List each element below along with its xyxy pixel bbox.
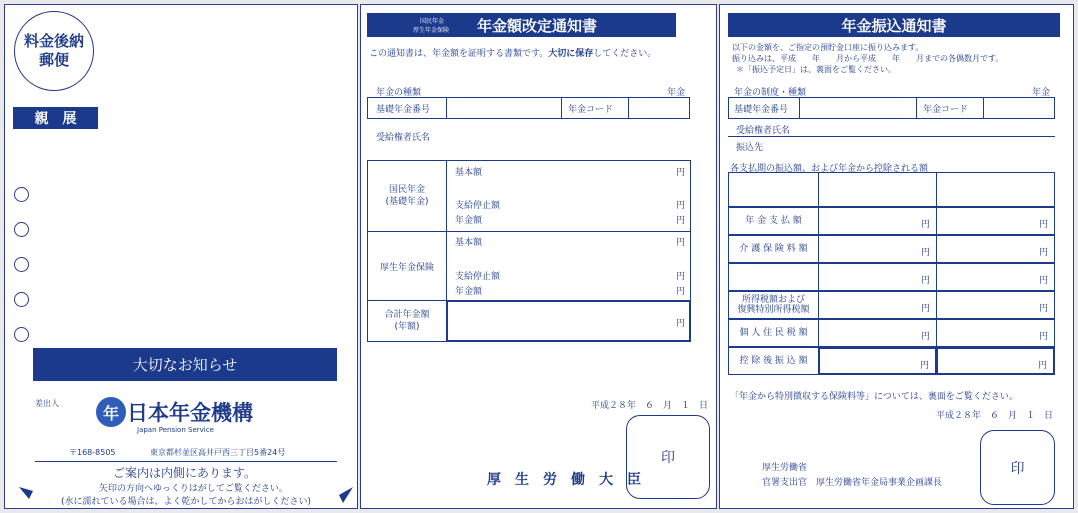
- issue-date: 平成２８年 ６ 月 １ 日: [936, 411, 1054, 421]
- postage-stamp: [14, 11, 94, 91]
- seal-box: [980, 430, 1055, 505]
- pension-type-unit: 年金: [667, 88, 686, 98]
- notice-title: 年金振込通知書: [841, 16, 947, 35]
- yen-unit: 円: [1038, 276, 1048, 286]
- total-label-cell: [367, 300, 447, 342]
- important-banner: [33, 348, 337, 381]
- row-label-cell: [728, 347, 819, 375]
- kokumin-annual-label: 年金額: [455, 216, 483, 226]
- amount-cell: [818, 291, 937, 319]
- amount-cell: [818, 235, 937, 263]
- kokumin-base-label: 基本額: [455, 168, 483, 178]
- total-label: 合計年金額 (年額): [384, 310, 430, 332]
- addressee-label: 親 展: [34, 111, 77, 127]
- row-label-cell: [728, 319, 819, 347]
- row-label-cell: [728, 263, 819, 291]
- total-amount-field: [446, 300, 691, 342]
- jps-logo-icon: 年: [96, 397, 126, 427]
- basic-number-field: [446, 97, 562, 119]
- address: 東京都杉並区高井戸西三丁目5番24号: [150, 448, 286, 457]
- yen-unit: 円: [1037, 361, 1047, 371]
- pension-code-label: 年金コード: [568, 105, 614, 115]
- postal-code: 〒168-8505: [69, 448, 116, 457]
- kokumin-label-cell: [367, 160, 447, 232]
- row-label-cell: [728, 207, 819, 235]
- transfer-to-label: 振込先: [736, 143, 764, 153]
- envelope-panel: [4, 4, 358, 509]
- system-label: 年金の制度・種類: [734, 88, 807, 98]
- amount-cell: [818, 207, 937, 235]
- title-bar: [728, 13, 1060, 37]
- inside-notice: ご案内は内側にあります。: [113, 466, 257, 480]
- peel-note-1: 矢印の方向へゆっくりはがしてご覧ください。: [99, 484, 288, 494]
- row-label-cell: [728, 291, 819, 319]
- issue-date: 平成２８年 ６ 月 １ 日: [591, 401, 709, 411]
- amount-cell: [936, 263, 1055, 291]
- pension-code-field: [628, 97, 690, 119]
- addressee-badge: [13, 107, 98, 129]
- org-name: 日本年金機構: [127, 401, 253, 425]
- binding-hole: [14, 292, 29, 307]
- row-label: 個 人 住 民 税 額: [739, 328, 808, 338]
- header-cell: [728, 172, 819, 207]
- important-label: 大切なお知らせ: [132, 356, 238, 374]
- yen-unit: 円: [919, 361, 929, 371]
- intro-line-2: 振り込みは、平成 年 月から平成 年 月までの各偶数月です。: [732, 54, 1004, 63]
- basic-number-field: [799, 97, 917, 119]
- intro-line-1: 以下の金額を、ご指定の預貯金口座に振り込みます。: [732, 43, 924, 52]
- basic-number-label-cell: [367, 97, 447, 119]
- yen-unit: 円: [676, 238, 686, 248]
- kokumin-label: 国民年金 (基礎年金): [385, 185, 429, 207]
- amount-cell: [818, 347, 937, 375]
- yen-unit: 円: [920, 276, 930, 286]
- header-cell: [936, 172, 1055, 207]
- binding-hole: [14, 257, 29, 272]
- binding-hole: [14, 222, 29, 237]
- pension-type-label: 年金の種類: [376, 88, 422, 98]
- row-label: 介 護 保 険 料 額: [739, 244, 808, 254]
- peel-arrow-icon: [17, 481, 37, 501]
- yen-unit: 円: [676, 201, 686, 211]
- minister-name: 厚 生 労 働 大 臣: [487, 472, 641, 488]
- postage-label: 料金後納 郵便: [23, 32, 84, 69]
- amount-cell: [818, 319, 937, 347]
- peel-arrow-icon: [335, 485, 355, 505]
- header-small-1: 国民年金: [420, 18, 445, 25]
- row-label: [729, 264, 818, 290]
- amount-cell: [936, 291, 1055, 319]
- header-small-2: 厚生年金保険: [413, 27, 450, 34]
- yen-unit: 円: [676, 319, 686, 329]
- system-unit: 年金: [1032, 88, 1051, 98]
- ministry-label: 厚生労働省: [762, 463, 808, 473]
- yen-unit: 円: [676, 168, 686, 178]
- section-label: 各支払期の振込額、および年金から控除される額: [730, 164, 929, 174]
- notice-title: 年金額改定通知書: [477, 17, 598, 35]
- yen-unit: 円: [1038, 332, 1048, 342]
- pension-code-label-cell: [916, 97, 984, 119]
- title-bar: [367, 13, 676, 37]
- divider: [728, 136, 1055, 137]
- intro-text: この通知書は、年金額を証明する書類です。大切に保存してください。: [369, 49, 657, 59]
- org-english: Japan Pension Service: [137, 426, 214, 434]
- basic-number-label: 基礎年金番号: [734, 105, 789, 115]
- yen-unit: 円: [1038, 248, 1048, 258]
- kosei-annual-label: 年金額: [455, 287, 483, 297]
- kokumin-stop-label: 支給停止額: [455, 201, 501, 211]
- row-label: 所得税額および 復興特別所得税額: [737, 295, 810, 315]
- peel-note-2: (水に濡れている場合は、よく乾かしてからおはがしください): [61, 497, 312, 507]
- row-label-cell: [728, 235, 819, 263]
- divider: [447, 231, 691, 232]
- kosei-label-cell: [367, 231, 447, 301]
- yen-unit: 円: [920, 248, 930, 258]
- seal-box: [626, 415, 710, 499]
- pension-code-field: [983, 97, 1055, 119]
- yen-unit: 円: [920, 304, 930, 314]
- recipient-label: 受給権者氏名: [376, 133, 431, 143]
- kosei-base-label: 基本額: [455, 238, 483, 248]
- kosei-stop-label: 支給停止額: [455, 272, 501, 282]
- row-label: 年 金 支 払 額: [745, 216, 802, 226]
- pension-code-label-cell: [561, 97, 629, 119]
- sender-label: 差出人: [35, 399, 59, 408]
- yen-unit: 円: [920, 332, 930, 342]
- officer-label: 官署支出官 厚生労働省年金局事業企画課長: [762, 478, 943, 488]
- yen-unit: 円: [676, 287, 686, 297]
- amount-cell: [936, 347, 1055, 375]
- yen-unit: 円: [676, 272, 686, 282]
- yen-unit: 円: [1038, 220, 1048, 230]
- basic-number-label-cell: [728, 97, 800, 119]
- basic-number-label: 基礎年金番号: [376, 105, 431, 115]
- pension-code-label: 年金コード: [923, 105, 969, 115]
- intro-line-3: ＊「振込予定日」は、裏面をご覧ください。: [736, 65, 896, 74]
- recipient-label: 受給権者氏名: [736, 126, 791, 136]
- yen-unit: 円: [1038, 304, 1048, 314]
- amount-cell: [936, 235, 1055, 263]
- amount-cell: [936, 319, 1055, 347]
- row-label: 控 除 後 振 込 額: [739, 356, 808, 366]
- header-cell: [818, 172, 937, 207]
- pension-transfer-notice: [719, 4, 1074, 509]
- kosei-label: 厚生年金保険: [379, 262, 434, 273]
- divider: [35, 461, 337, 462]
- note: 「年金から特別徴収する保険料等」については、裏面をご覧ください。: [730, 392, 1018, 402]
- amount-cell: [818, 263, 937, 291]
- yen-unit: 円: [920, 220, 930, 230]
- seal-mark: 印: [661, 450, 675, 466]
- yen-unit: 円: [676, 216, 686, 226]
- seal-mark: 印: [1010, 460, 1025, 477]
- binding-hole: [14, 327, 29, 342]
- binding-hole: [14, 187, 29, 202]
- amount-cell: [936, 207, 1055, 235]
- pension-revision-notice: [360, 4, 717, 509]
